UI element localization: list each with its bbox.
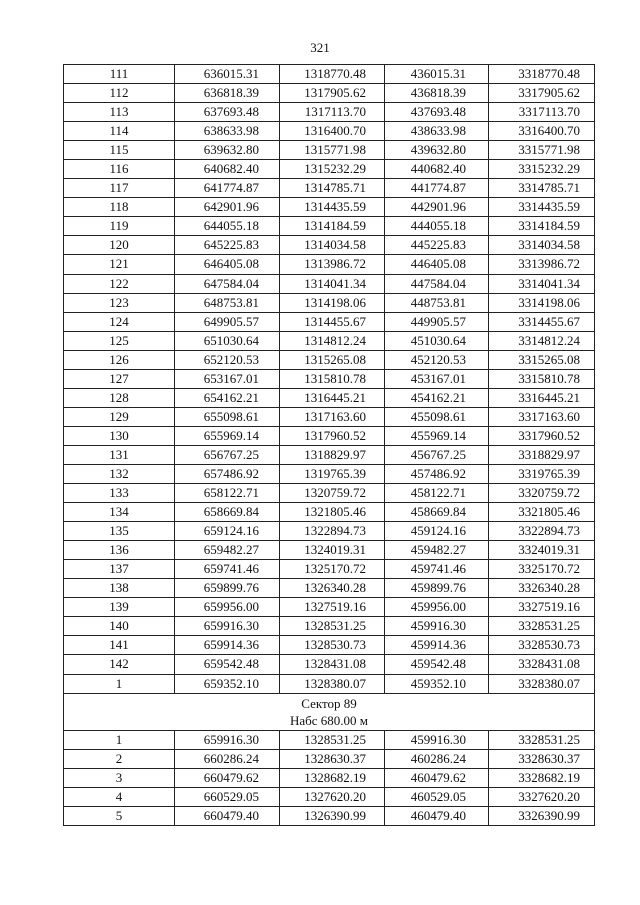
y-msk-coordinate-cell: 3320759.72 (489, 484, 595, 503)
y-coordinate-cell: 1317905.62 (280, 84, 385, 103)
x-coordinate-cell: 645225.83 (175, 236, 280, 255)
sector-header-cell (64, 693, 595, 730)
x-coordinate-cell: 646405.08 (175, 255, 280, 274)
table-row (64, 103, 595, 122)
coordinates-table (63, 64, 595, 826)
x-msk-coordinate-cell: 457486.92 (385, 464, 489, 483)
x-msk-coordinate-cell: 459899.76 (385, 579, 489, 598)
table-row (64, 160, 595, 179)
y-msk-coordinate-cell: 3328380.07 (489, 674, 595, 693)
x-msk-coordinate-cell: 446405.08 (385, 255, 489, 274)
y-msk-coordinate-cell: 3317163.60 (489, 407, 595, 426)
x-msk-coordinate-cell: 458122.71 (385, 484, 489, 503)
y-coordinate-cell: 1322894.73 (280, 522, 385, 541)
y-msk-coordinate-cell: 3315265.08 (489, 350, 595, 369)
x-msk-coordinate-cell: 438633.98 (385, 122, 489, 141)
y-coordinate-cell: 1328380.07 (280, 674, 385, 693)
y-msk-coordinate-cell: 3326340.28 (489, 579, 595, 598)
x-msk-coordinate-cell: 459956.00 (385, 598, 489, 617)
y-coordinate-cell: 1328531.25 (280, 617, 385, 636)
point-number-cell: 130 (64, 426, 175, 445)
point-number-cell: 1 (64, 674, 175, 693)
point-number-cell: 121 (64, 255, 175, 274)
x-coordinate-cell: 660479.40 (175, 806, 280, 825)
y-msk-coordinate-cell: 3324019.31 (489, 541, 595, 560)
table-row (64, 331, 595, 350)
table-row (64, 655, 595, 674)
x-coordinate-cell: 636818.39 (175, 84, 280, 103)
y-msk-coordinate-cell: 3328431.08 (489, 655, 595, 674)
y-coordinate-cell: 1324019.31 (280, 541, 385, 560)
y-msk-coordinate-cell: 3326390.99 (489, 806, 595, 825)
x-coordinate-cell: 659542.48 (175, 655, 280, 674)
y-coordinate-cell: 1318770.48 (280, 65, 385, 84)
point-number-cell: 123 (64, 293, 175, 312)
x-coordinate-cell: 644055.18 (175, 217, 280, 236)
x-coordinate-cell: 658122.71 (175, 484, 280, 503)
x-msk-coordinate-cell: 460286.24 (385, 749, 489, 768)
y-msk-coordinate-cell: 3321805.46 (489, 503, 595, 522)
y-msk-coordinate-cell: 3325170.72 (489, 560, 595, 579)
table-row (64, 730, 595, 749)
y-coordinate-cell: 1325170.72 (280, 560, 385, 579)
point-number-cell: 141 (64, 636, 175, 655)
y-msk-coordinate-cell: 3318829.97 (489, 445, 595, 464)
x-coordinate-cell: 659914.36 (175, 636, 280, 655)
x-coordinate-cell: 659956.00 (175, 598, 280, 617)
y-coordinate-cell: 1328431.08 (280, 655, 385, 674)
table-row (64, 598, 595, 617)
x-coordinate-cell: 654162.21 (175, 388, 280, 407)
y-msk-coordinate-cell: 3328530.73 (489, 636, 595, 655)
x-coordinate-cell: 659352.10 (175, 674, 280, 693)
y-msk-coordinate-cell: 3314198.06 (489, 293, 595, 312)
x-msk-coordinate-cell: 451030.64 (385, 331, 489, 350)
point-number-cell: 126 (64, 350, 175, 369)
x-coordinate-cell: 659741.46 (175, 560, 280, 579)
y-msk-coordinate-cell: 3315232.29 (489, 160, 595, 179)
y-coordinate-cell: 1314785.71 (280, 179, 385, 198)
y-msk-coordinate-cell: 3328531.25 (489, 617, 595, 636)
point-number-cell: 132 (64, 464, 175, 483)
x-coordinate-cell: 660286.24 (175, 749, 280, 768)
y-coordinate-cell: 1321805.46 (280, 503, 385, 522)
point-number-cell: 124 (64, 312, 175, 331)
y-coordinate-cell: 1317163.60 (280, 407, 385, 426)
table-row (64, 255, 595, 274)
point-number-cell: 129 (64, 407, 175, 426)
x-msk-coordinate-cell: 439632.80 (385, 141, 489, 160)
table-row (64, 236, 595, 255)
y-coordinate-cell: 1316445.21 (280, 388, 385, 407)
point-number-cell: 4 (64, 787, 175, 806)
x-msk-coordinate-cell: 459914.36 (385, 636, 489, 655)
table-row (64, 522, 595, 541)
y-coordinate-cell: 1314041.34 (280, 274, 385, 293)
y-coordinate-cell: 1320759.72 (280, 484, 385, 503)
x-coordinate-cell: 649905.57 (175, 312, 280, 331)
x-msk-coordinate-cell: 440682.40 (385, 160, 489, 179)
x-coordinate-cell: 642901.96 (175, 198, 280, 217)
y-msk-coordinate-cell: 3313986.72 (489, 255, 595, 274)
y-coordinate-cell: 1317113.70 (280, 103, 385, 122)
y-coordinate-cell: 1318829.97 (280, 445, 385, 464)
sector-height: Набс 680.00 м (289, 712, 369, 728)
y-coordinate-cell: 1315771.98 (280, 141, 385, 160)
table-row (64, 503, 595, 522)
x-msk-coordinate-cell: 449905.57 (385, 312, 489, 331)
y-coordinate-cell: 1315810.78 (280, 369, 385, 388)
y-coordinate-cell: 1314455.67 (280, 312, 385, 331)
point-number-cell: 116 (64, 160, 175, 179)
x-coordinate-cell: 652120.53 (175, 350, 280, 369)
point-number-cell: 128 (64, 388, 175, 407)
table-row (64, 484, 595, 503)
x-coordinate-cell: 639632.80 (175, 141, 280, 160)
y-coordinate-cell: 1328630.37 (280, 749, 385, 768)
y-coordinate-cell: 1319765.39 (280, 464, 385, 483)
x-coordinate-cell: 658669.84 (175, 503, 280, 522)
x-coordinate-cell: 655969.14 (175, 426, 280, 445)
x-msk-coordinate-cell: 460529.05 (385, 787, 489, 806)
x-msk-coordinate-cell: 441774.87 (385, 179, 489, 198)
y-msk-coordinate-cell: 3315810.78 (489, 369, 595, 388)
table-row (64, 787, 595, 806)
x-coordinate-cell: 659124.16 (175, 522, 280, 541)
point-number-cell: 112 (64, 84, 175, 103)
x-msk-coordinate-cell: 448753.81 (385, 293, 489, 312)
y-msk-coordinate-cell: 3328682.19 (489, 768, 595, 787)
x-msk-coordinate-cell: 436015.31 (385, 65, 489, 84)
table-row (64, 293, 595, 312)
x-coordinate-cell: 655098.61 (175, 407, 280, 426)
table-row (64, 350, 595, 369)
y-coordinate-cell: 1314034.58 (280, 236, 385, 255)
point-number-cell: 1 (64, 730, 175, 749)
y-msk-coordinate-cell: 3328531.25 (489, 730, 595, 749)
x-msk-coordinate-cell: 459916.30 (385, 730, 489, 749)
x-msk-coordinate-cell: 459352.10 (385, 674, 489, 693)
y-msk-coordinate-cell: 3319765.39 (489, 464, 595, 483)
sector-title: Сектор 89 (301, 695, 357, 711)
table-row (64, 806, 595, 825)
y-msk-coordinate-cell: 3314184.59 (489, 217, 595, 236)
y-msk-coordinate-cell: 3318770.48 (489, 65, 595, 84)
table-row (64, 636, 595, 655)
x-coordinate-cell: 659482.27 (175, 541, 280, 560)
x-msk-coordinate-cell: 447584.04 (385, 274, 489, 293)
x-msk-coordinate-cell: 452120.53 (385, 350, 489, 369)
y-msk-coordinate-cell: 3315771.98 (489, 141, 595, 160)
point-number-cell: 125 (64, 331, 175, 350)
y-msk-coordinate-cell: 3317960.52 (489, 426, 595, 445)
table-row (64, 369, 595, 388)
y-msk-coordinate-cell: 3314455.67 (489, 312, 595, 331)
table-row (64, 274, 595, 293)
point-number-cell: 118 (64, 198, 175, 217)
y-msk-coordinate-cell: 3328630.37 (489, 749, 595, 768)
y-coordinate-cell: 1314184.59 (280, 217, 385, 236)
x-coordinate-cell: 659916.30 (175, 730, 280, 749)
y-msk-coordinate-cell: 3314812.24 (489, 331, 595, 350)
table-row (64, 198, 595, 217)
table-row (64, 407, 595, 426)
point-number-cell: 119 (64, 217, 175, 236)
y-msk-coordinate-cell: 3327519.16 (489, 598, 595, 617)
x-coordinate-cell: 660479.62 (175, 768, 280, 787)
table-row (64, 426, 595, 445)
point-number-cell: 133 (64, 484, 175, 503)
y-coordinate-cell: 1326390.99 (280, 806, 385, 825)
x-msk-coordinate-cell: 444055.18 (385, 217, 489, 236)
x-coordinate-cell: 656767.25 (175, 445, 280, 464)
x-msk-coordinate-cell: 459542.48 (385, 655, 489, 674)
table-row (64, 141, 595, 160)
x-coordinate-cell: 653167.01 (175, 369, 280, 388)
y-coordinate-cell: 1313986.72 (280, 255, 385, 274)
x-coordinate-cell: 638633.98 (175, 122, 280, 141)
point-number-cell: 122 (64, 274, 175, 293)
table-row (64, 617, 595, 636)
y-coordinate-cell: 1328530.73 (280, 636, 385, 655)
table-row (64, 445, 595, 464)
point-number-cell: 137 (64, 560, 175, 579)
x-msk-coordinate-cell: 459916.30 (385, 617, 489, 636)
point-number-cell: 135 (64, 522, 175, 541)
x-coordinate-cell: 648753.81 (175, 293, 280, 312)
y-msk-coordinate-cell: 3314785.71 (489, 179, 595, 198)
y-msk-coordinate-cell: 3314435.59 (489, 198, 595, 217)
y-coordinate-cell: 1314812.24 (280, 331, 385, 350)
point-number-cell: 2 (64, 749, 175, 768)
x-msk-coordinate-cell: 460479.40 (385, 806, 489, 825)
table-row (64, 464, 595, 483)
table-row (64, 768, 595, 787)
point-number-cell: 111 (64, 65, 175, 84)
y-coordinate-cell: 1328531.25 (280, 730, 385, 749)
table-row (64, 122, 595, 141)
table-row (64, 312, 595, 331)
x-msk-coordinate-cell: 460479.62 (385, 768, 489, 787)
page-number: 321 (310, 40, 330, 55)
x-msk-coordinate-cell: 459124.16 (385, 522, 489, 541)
x-msk-coordinate-cell: 437693.48 (385, 103, 489, 122)
x-msk-coordinate-cell: 453167.01 (385, 369, 489, 388)
y-coordinate-cell: 1314198.06 (280, 293, 385, 312)
y-msk-coordinate-cell: 3314034.58 (489, 236, 595, 255)
point-number-cell: 117 (64, 179, 175, 198)
table-row (64, 560, 595, 579)
y-coordinate-cell: 1326340.28 (280, 579, 385, 598)
x-coordinate-cell: 651030.64 (175, 331, 280, 350)
x-msk-coordinate-cell: 459741.46 (385, 560, 489, 579)
table-row (64, 217, 595, 236)
point-number-cell: 139 (64, 598, 175, 617)
x-coordinate-cell: 637693.48 (175, 103, 280, 122)
y-msk-coordinate-cell: 3327620.20 (489, 787, 595, 806)
point-number-cell: 5 (64, 806, 175, 825)
x-coordinate-cell: 636015.31 (175, 65, 280, 84)
y-msk-coordinate-cell: 3317905.62 (489, 84, 595, 103)
y-coordinate-cell: 1314435.59 (280, 198, 385, 217)
x-msk-coordinate-cell: 455969.14 (385, 426, 489, 445)
table-row (64, 84, 595, 103)
x-coordinate-cell: 659916.30 (175, 617, 280, 636)
table-row (64, 579, 595, 598)
x-coordinate-cell: 660529.05 (175, 787, 280, 806)
x-msk-coordinate-cell: 455098.61 (385, 407, 489, 426)
point-number-cell: 127 (64, 369, 175, 388)
point-number-cell: 3 (64, 768, 175, 787)
coordinates-table-body-before (64, 65, 595, 694)
sector-header-row (64, 693, 595, 730)
x-coordinate-cell: 657486.92 (175, 464, 280, 483)
y-msk-coordinate-cell: 3317113.70 (489, 103, 595, 122)
y-msk-coordinate-cell: 3316445.21 (489, 388, 595, 407)
x-msk-coordinate-cell: 445225.83 (385, 236, 489, 255)
y-coordinate-cell: 1315265.08 (280, 350, 385, 369)
x-coordinate-cell: 641774.87 (175, 179, 280, 198)
point-number-cell: 131 (64, 445, 175, 464)
y-coordinate-cell: 1327519.16 (280, 598, 385, 617)
table-row (64, 179, 595, 198)
point-number-cell: 115 (64, 141, 175, 160)
y-coordinate-cell: 1328682.19 (280, 768, 385, 787)
y-msk-coordinate-cell: 3322894.73 (489, 522, 595, 541)
point-number-cell: 113 (64, 103, 175, 122)
x-coordinate-cell: 640682.40 (175, 160, 280, 179)
coordinates-table-body-after (64, 730, 595, 825)
sector-header-body (64, 693, 595, 730)
point-number-cell: 142 (64, 655, 175, 674)
x-msk-coordinate-cell: 442901.96 (385, 198, 489, 217)
table-row (64, 541, 595, 560)
y-coordinate-cell: 1327620.20 (280, 787, 385, 806)
table-row (64, 65, 595, 84)
y-msk-coordinate-cell: 3316400.70 (489, 122, 595, 141)
table-row (64, 388, 595, 407)
y-msk-coordinate-cell: 3314041.34 (489, 274, 595, 293)
y-coordinate-cell: 1316400.70 (280, 122, 385, 141)
point-number-cell: 134 (64, 503, 175, 522)
x-coordinate-cell: 647584.04 (175, 274, 280, 293)
table-row (64, 749, 595, 768)
x-coordinate-cell: 659899.76 (175, 579, 280, 598)
table-row (64, 674, 595, 693)
x-msk-coordinate-cell: 459482.27 (385, 541, 489, 560)
x-msk-coordinate-cell: 456767.25 (385, 445, 489, 464)
x-msk-coordinate-cell: 458669.84 (385, 503, 489, 522)
y-coordinate-cell: 1315232.29 (280, 160, 385, 179)
point-number-cell: 120 (64, 236, 175, 255)
x-msk-coordinate-cell: 454162.21 (385, 388, 489, 407)
point-number-cell: 140 (64, 617, 175, 636)
point-number-cell: 114 (64, 122, 175, 141)
point-number-cell: 138 (64, 579, 175, 598)
x-msk-coordinate-cell: 436818.39 (385, 84, 489, 103)
y-coordinate-cell: 1317960.52 (280, 426, 385, 445)
point-number-cell: 136 (64, 541, 175, 560)
